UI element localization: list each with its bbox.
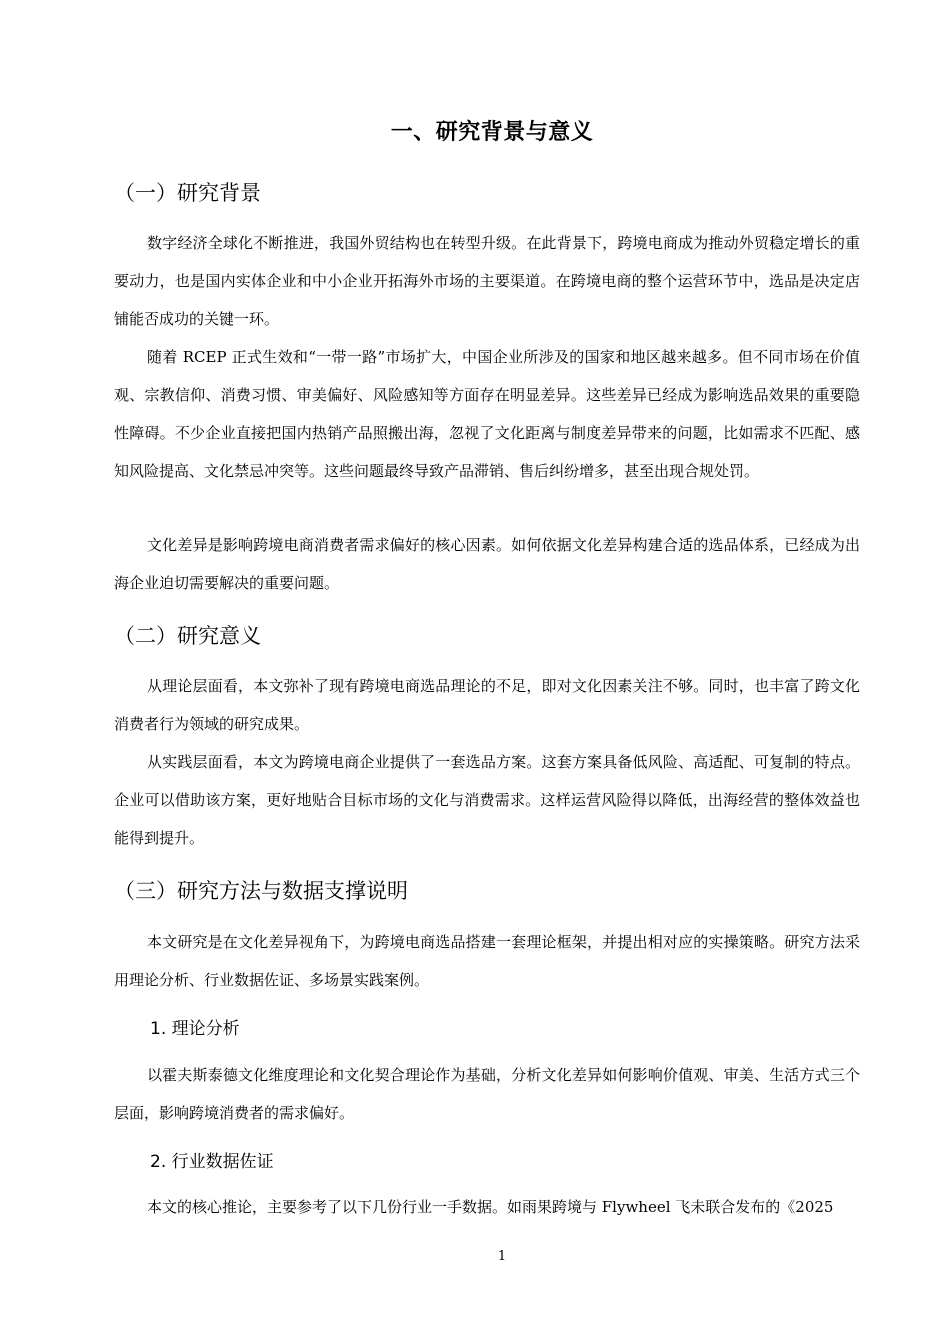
- paragraph-methods-1: 本文研究是在文化差异视角下，为跨境电商选品搭建一套理论框架，并提出相对应的实操策略。研究方法采用理论分析、行业数据佐证、多场景实践案例。: [114, 933, 860, 989]
- paragraph-background-3: 文化差异是影响跨境电商消费者需求偏好的核心因素。如何依据文化差异构建合适的选品体系，已经成为出海企业迫切需要解决的重要问题。: [114, 536, 860, 592]
- paragraph-theory: 以霍夫斯泰德文化维度理论和文化契合理论作为基础，分析文化差异如何影响价值观、审美、生活方式三个层面，影响跨境消费者的需求偏好。: [114, 1066, 860, 1122]
- paragraph-background-2: 随着 RCEP 正式生效和“一带一路”市场扩大，中国企业所涉及的国家和地区越来越多。但不同市场在价值观、宗教信仰、消费习惯、审美偏好、风险感知等方面存在明显差异。这些差异已经成为影响选品效果的重要隐性障碍。不少企业直接把国内热销产品照搬出海，忽视了文化距离与制度差异带来的问题，比如需求不匹配、感知风险提高、文化禁忌冲突等。这些问题最终导致产品滞销、售后纠纷增多，甚至出现合规处罚。: [114, 348, 860, 480]
- subsection-heading-theory: 1. 理论分析: [150, 1019, 240, 1039]
- section-heading-significance: （二）研究意义: [114, 624, 261, 648]
- paragraph-industry-data: 本文的核心推论，主要参考了以下几份行业一手数据。如雨果跨境与 Flywheel 飞未联合发布的《2025: [147, 1198, 834, 1216]
- section-heading-methods: （三）研究方法与数据支撑说明: [114, 879, 408, 903]
- subsection-heading-industry-data: 2. 行业数据佐证: [150, 1152, 274, 1172]
- paragraph-background-1: 数字经济全球化不断推进，我国外贸结构也在转型升级。在此背景下，跨境电商成为推动外贸稳定增长的重要动力，也是国内实体企业和中小企业开拓海外市场的主要渠道。在跨境电商的整个运营环节中，选品是决定店铺能否成功的关键一环。: [114, 234, 860, 328]
- paragraph-significance-2: 从实践层面看，本文为跨境电商企业提供了一套选品方案。这套方案具备低风险、高适配、可复制的特点。企业可以借助该方案，更好地贴合目标市场的文化与消费需求。这样运营风险得以降低，出海经营的整体效益也能得到提升。: [114, 753, 860, 847]
- document-title: 一、研究背景与意义: [390, 120, 594, 145]
- page-number: 1: [497, 1249, 507, 1264]
- paragraph-significance-1: 从理论层面看，本文弥补了现有跨境电商选品理论的不足，即对文化因素关注不够。同时，也丰富了跨文化消费者行为领域的研究成果。: [114, 677, 860, 733]
- section-heading-background: （一）研究背景: [114, 181, 261, 205]
